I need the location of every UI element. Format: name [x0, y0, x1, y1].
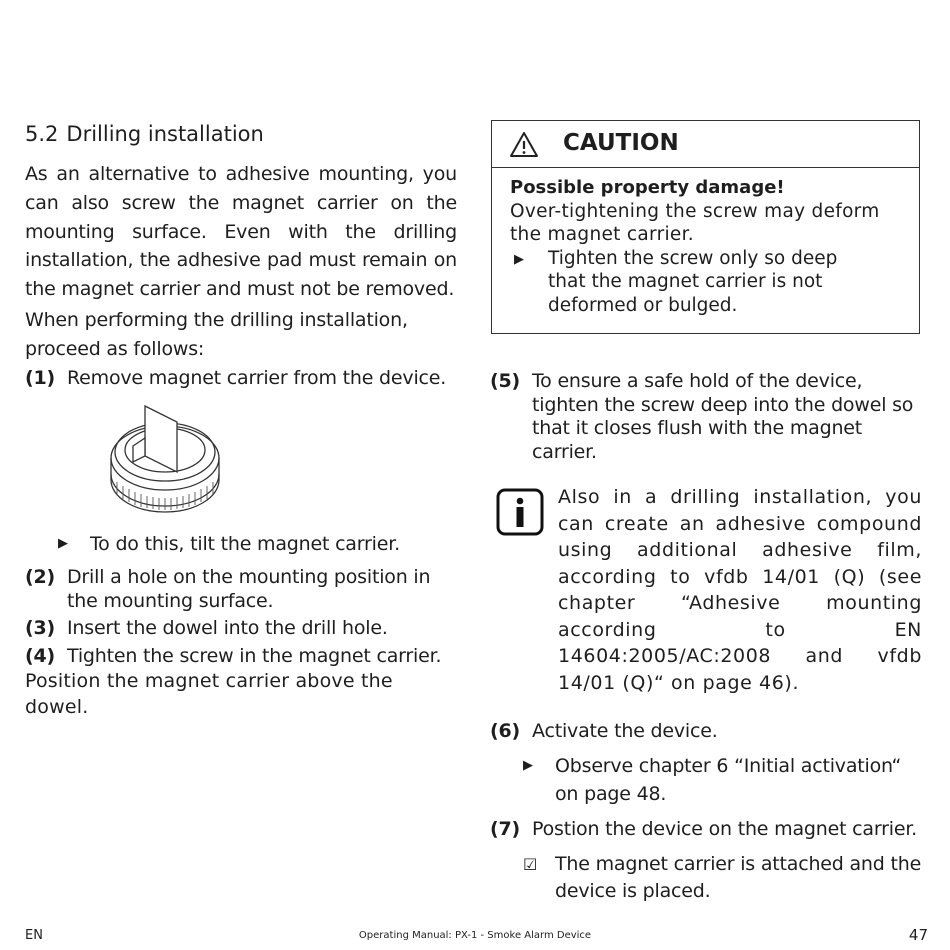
- footer-language: EN: [25, 928, 43, 943]
- step-text: To ensure a safe hold of the device, tighten the screw deep into the dowel so that it closes flush with the magnet carrier.: [532, 370, 914, 463]
- step-4-continued: Position the magnet carrier above the dowel.: [25, 670, 393, 719]
- step-4: [25, 645, 457, 669]
- step-number: (6): [490, 720, 520, 742]
- step-1: [25, 367, 457, 391]
- step-number: (5): [490, 370, 520, 392]
- step-text: Postion the device on the magnet carrier.: [532, 817, 918, 840]
- warning-triangle-icon: [509, 131, 539, 158]
- arrow-icon: ▶: [523, 757, 533, 773]
- caution-box: [491, 120, 920, 334]
- info-note: [490, 484, 922, 696]
- info-note-text: Also in a drilling installation, you can create an adhesive compound using additional adhesive film, according to vfdb 14/01 (Q) (see chapter “Adhesive mounting according to EN 14604:2005/AC:2008 and vfdb 14/01 (Q)“ on page 46).: [558, 486, 922, 694]
- intro-paragraph-2: When performing the drilling installation, proceed as follows:: [25, 308, 408, 360]
- step-number: (1): [25, 366, 55, 389]
- intro-paragraph-1: As an alternative to adhesive mounting, you can also screw the magnet carrier on the mounting surface. Even with the drilling installation, the adhesive pad must remain on the magnet carrier and must not be removed.: [25, 163, 457, 301]
- section-title: Drilling installation: [66, 122, 264, 146]
- caution-title: CAUTION: [563, 130, 679, 156]
- footer-page-number: 47: [908, 926, 928, 944]
- caution-body: [492, 168, 919, 317]
- step-5: [490, 370, 922, 464]
- caution-header: [492, 121, 919, 168]
- right-column: [490, 370, 922, 905]
- step-6-bullet: [490, 752, 922, 808]
- arrow-icon: ▶: [58, 536, 68, 552]
- footer-manual-title: Operating Manual: PX-1 - Smoke Alarm Device: [358, 930, 592, 941]
- caution-bullet: [510, 247, 909, 318]
- step-number: (7): [490, 817, 520, 840]
- section-number: 5.2: [25, 122, 59, 146]
- step-text: Drill a hole on the mounting position in the mounting surface.: [67, 566, 431, 612]
- step-text: Insert the dowel into the drill hole.: [67, 617, 388, 640]
- checkbox-icon: ☑: [523, 855, 538, 874]
- step-text: Remove magnet carrier from the device.: [67, 366, 447, 389]
- left-column: [25, 120, 457, 720]
- section-heading: [25, 120, 457, 148]
- step-1-bullet: [25, 532, 457, 556]
- step-7-result: [490, 851, 922, 905]
- arrow-icon: ▶: [514, 251, 524, 267]
- step-number: (2): [25, 566, 55, 589]
- caution-heading: Possible property damage!: [510, 177, 785, 198]
- info-icon: [496, 488, 544, 536]
- caution-text: Over-tightening the screw may deform the magnet carrier.: [510, 200, 880, 245]
- step-7: [490, 818, 922, 842]
- bullet-text: Observe chapter 6 “Initial activation“ on page 48.: [555, 754, 902, 805]
- bullet-text: To do this, tilt the magnet carrier.: [90, 533, 400, 556]
- step-3: [25, 617, 457, 641]
- caution-bullet-text: Tighten the screw only so deep that the magnet carrier is not deformed or bulged.: [548, 247, 838, 316]
- step-number: (3): [25, 617, 55, 640]
- step-2: [25, 566, 457, 613]
- step-text: Activate the device.: [532, 720, 718, 742]
- step-text: Tighten the screw in the magnet carrier.: [67, 644, 442, 667]
- step-number: (4): [25, 644, 55, 667]
- step-6: [490, 720, 922, 744]
- magnet-carrier-illustration: [105, 396, 457, 526]
- result-text: The magnet carrier is attached and the device is placed.: [555, 853, 922, 902]
